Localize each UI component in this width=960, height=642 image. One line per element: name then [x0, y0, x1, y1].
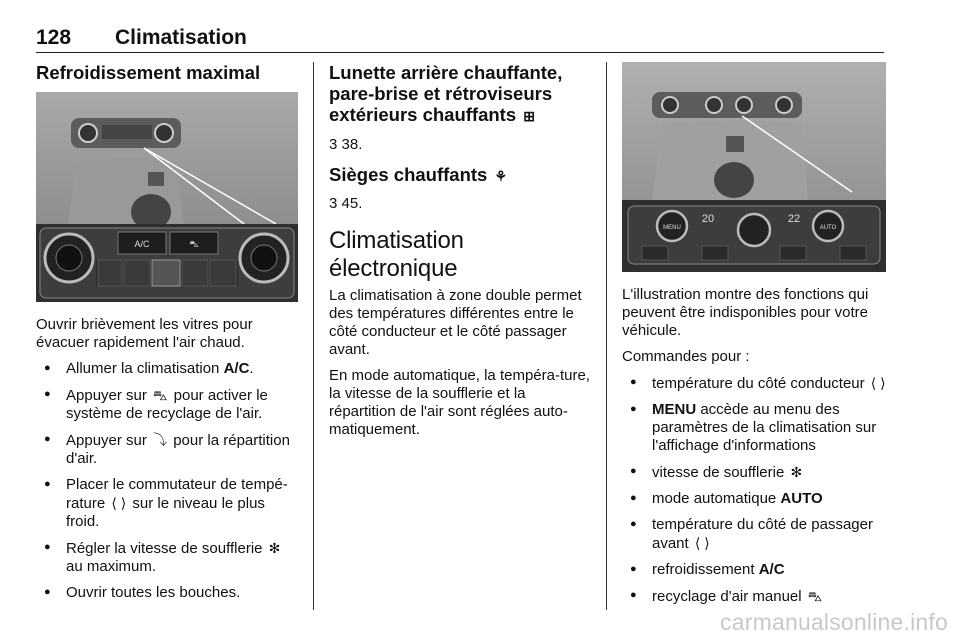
fan-icon: ✻	[268, 540, 281, 556]
list-item: ● Ouvrir toutes les bouches.	[36, 584, 300, 602]
figure-electronic-climate-panel	[622, 62, 886, 272]
page-number: 128	[36, 26, 72, 49]
commands-intro: Commandes pour :	[622, 348, 750, 365]
temperature-switch-icon: ⟨ ⟩	[111, 495, 127, 511]
list-item: ● Régler la vitesse de soufflerie ✻ au maximum.	[36, 539, 300, 576]
column-2	[329, 62, 591, 447]
page-header	[36, 22, 884, 53]
list-item: ● vitesse de soufflerie ✻	[622, 463, 888, 482]
fig2-temp-left: 20	[701, 213, 715, 225]
fig2-temp-right: 22	[787, 213, 801, 225]
list-item: ● Appuyer sur ⤵ pour la répartition d'air.	[36, 431, 300, 468]
list-item: ● Appuyer sur ⛍ pour activer le système de recyclage de l'air.	[36, 386, 300, 423]
fig2-auto-label: AUTO	[819, 225, 837, 231]
max-cooling-steps	[36, 360, 300, 602]
list-item: ● mode automatique AUTO	[622, 490, 888, 508]
fan-icon: ✻	[790, 464, 803, 480]
column-1	[36, 62, 300, 610]
cross-reference: 3 45.	[329, 195, 363, 212]
temperature-switch-icon: ⟨ ⟩	[694, 535, 710, 551]
seat-heating-icon: ⚘	[494, 168, 508, 184]
column-3	[622, 62, 888, 614]
list-item: ● Allumer la climatisation A/C.	[36, 360, 300, 378]
list-item: ● MENU accède au menu des paramètres de la climatisation sur l'affichage d'informations	[622, 401, 888, 455]
rear-window-heating-icon: ⊞	[523, 108, 535, 124]
section-heading-heated-rear-window: Lunette arrière chauffante, pare-brise et rétroviseurs extérieurs chauffants ⊞	[329, 62, 563, 125]
section-heading-max-cooling: Refroidissement maximal	[36, 62, 261, 83]
fig1-ac-label: A/C	[134, 239, 150, 249]
controls-list	[622, 374, 888, 606]
figure-caption: L'illustration montre des fonctions qui peuvent être indisponibles pour votre véhicule.	[622, 286, 869, 339]
intro-text: Ouvrir brièvement les vitres pour évacuer rapidement l'air chaud.	[36, 316, 253, 351]
svg-text:⛍: ⛍	[189, 239, 199, 249]
air-distribution-icon: ⤵	[153, 432, 168, 448]
list-item: ● refroidissement A/C	[622, 561, 888, 579]
section-heading-heated-seats: Sièges chauffants ⚘	[329, 164, 508, 185]
cross-reference: 3 38.	[329, 136, 363, 153]
list-item: ● température du côté conducteur ⟨ ⟩	[622, 374, 888, 393]
column-divider	[313, 62, 314, 610]
section-title-electronic-climate: Climatisation électronique	[329, 227, 464, 282]
recirculation-icon: ⛍	[153, 387, 168, 403]
list-item: ● recyclage d'air manuel ⛍	[622, 587, 888, 606]
watermark: carmanualsonline.info	[720, 609, 948, 635]
chapter-title: Climatisation	[115, 26, 247, 49]
paragraph: La climatisation à zone double permet des températures différentes entre le côté conducteur et le côté passager avant.	[329, 287, 582, 358]
temperature-switch-icon: ⟨ ⟩	[870, 375, 886, 391]
figure-climate-panel-max-cooling	[36, 92, 298, 302]
recirculation-icon: ⛍	[807, 588, 823, 604]
paragraph: En mode automatique, la tempéra-ture, la vitesse de la soufflerie et la répartition de l'air sont réglées auto-matiquement.	[329, 367, 590, 438]
list-item: ● Placer le commutateur de tempé-rature ⟨ ⟩ sur le niveau le plus froid.	[36, 476, 300, 531]
fig2-menu-label: MENU	[663, 225, 681, 231]
list-item: ● température du côté de passager avant ⟨ ⟩	[622, 516, 888, 553]
column-divider	[606, 62, 607, 610]
